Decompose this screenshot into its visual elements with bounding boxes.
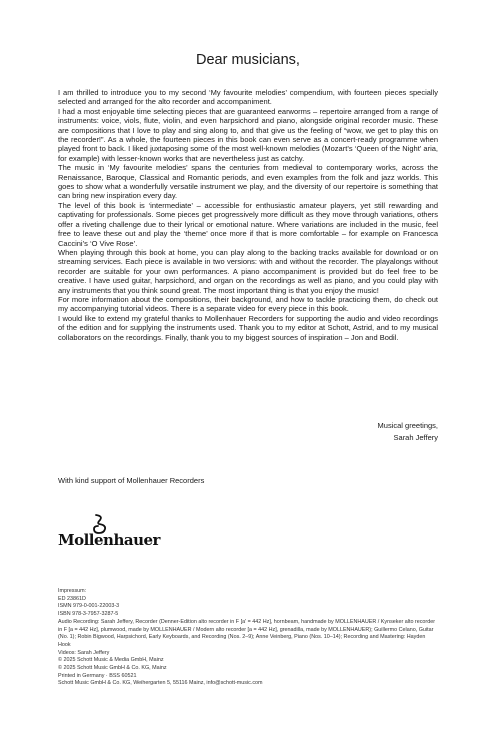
letter-body — [58, 88, 438, 342]
paragraph: I am thrilled to introduce you to my second ‘My favourite melodies’ compendium, with fourteen pieces specially selected and arranged for the alto recorder and accompaniment. — [58, 88, 438, 107]
closing-greeting: Musical greetings, — [377, 421, 438, 430]
paragraph: The level of this book is ‘intermediate’ – accessible for enthusiastic amateur players, yet still rewarding and captivating for professionals. Some pieces get progressively more difficult as they move through variations, others offer a riveting challenge due to their lyrical or emotional nature. Where variations are included in the music, feel free to leave these out and play the ‘theme’ once more if that is more comfortable – for example on Francesca Caccini’s ‘O Vive Rose’. — [58, 200, 438, 248]
mollenhauer-logo-text: Mollenhauer — [58, 531, 160, 549]
imprint-line: Videos: Sarah Jeffery — [58, 649, 110, 656]
imprint-block — [58, 588, 438, 688]
mollenhauer-logo — [58, 514, 158, 549]
letter-closing — [378, 420, 438, 443]
support-note: With kind support of Mollenhauer Recorders — [58, 476, 205, 485]
imprint-line: © 2025 Schott Music & Media GmbH, Mainz — [58, 657, 164, 664]
imprint-line: © 2025 Schott Music GmbH & Co. KG, Mainz — [58, 665, 167, 672]
imprint-line: ISMN 979-0-001-22003-3 — [58, 603, 120, 610]
paragraph: When playing through this book at home, you can play along to the backing tracks available for download or on streaming services. Each piece is available in two versions: with and without the recorder. The playalongs without recorder are suitable for your own performances. A piano accompaniment is provided but do feel free to be creative. I have used guitar, harpsichord, and organ on the recordings as well as piano, and you could play with any instruments that you think sound great. The most important thing is that you enjoy the music! — [58, 247, 438, 295]
paragraph: The music in ‘My favourite melodies’ spans the centuries from medieval to contemporary works, across the Renaissance, Baroque, Classical and Romantic periods, and even examples from the folk and jazz worlds. This goes to show what a wonderfully versatile instrument we play, and the diversity of our repertoire is something that can bring new inspiration every day. — [58, 163, 438, 201]
paragraph: I would like to extend my grateful thanks to Mollenhauer Recorders for supporting the audio and video recordings of the edition and for supplying the instruments used. Thank you to my editor at Schott, Astrid, and to my musical collaborators on the recordings. Finally, thank you to my biggest sources of inspiration – Jon and Bodil. — [58, 313, 438, 342]
paragraph: For more information about the compositions, their background, and how to tackle practicing them, do check out my accompanying tutorial videos. There is a separate video for every piece in this book. — [58, 294, 438, 314]
imprint-line: ED 23861D — [58, 595, 86, 602]
imprint-line: ISBN 978-3-7957-3287-5 — [58, 611, 119, 618]
imprint-line: Schott Music GmbH & Co. KG, Weihergarten 5, 55116 Mainz, info@schott-music.com — [58, 680, 263, 687]
closing-signature: Sarah Jeffery — [393, 432, 438, 442]
letter-title: Dear musicians, — [196, 52, 300, 68]
paragraph: I had a most enjoyable time selecting pieces that are guaranteed earworms – repertoire arranged from a range of instruments: voice, viols, flute, violin, and even harpsichord and piano, alongside original recorder music. These are compositions that I love to play and sing along to, and that give us the feeling of “wow, we get to play this on the recorder!”. As a whole, the fourteen pieces in this book can even serve as a concert-ready programme when played front to back. I liked juxtaposing some of the most well-known melodies (Mozart’s ‘Queen of the Night’ aria, for example) with lesser-known works that are nevertheless just as catchy. — [58, 106, 438, 163]
imprint-line: Audio Recording: Sarah Jeffery, Recorder (Denner-Edition alto recorder in F [a' = 442 Hz], hornbeam, handmade by MOLLENHAUER / Kynseker alto recorder in F [a = 442 Hz], plumwood, made by MOLLENHAUER / Modern alto recorder [a = 442 Hz], grenadilla, made by MOLLENHAUER); Guillermo Celano, Guitar (No. 1); Robin Bigwood, Harpsichord, Early Keyboards, and Recording (Nos. 2–9); Anne Veinberg, Piano (Nos. 10–14); Recording and Mastering: Hayden Hook — [58, 618, 436, 648]
imprint-line: Printed in Germany · BSS 60521 — [58, 672, 137, 679]
imprint-line: Impressum: — [58, 588, 87, 594]
